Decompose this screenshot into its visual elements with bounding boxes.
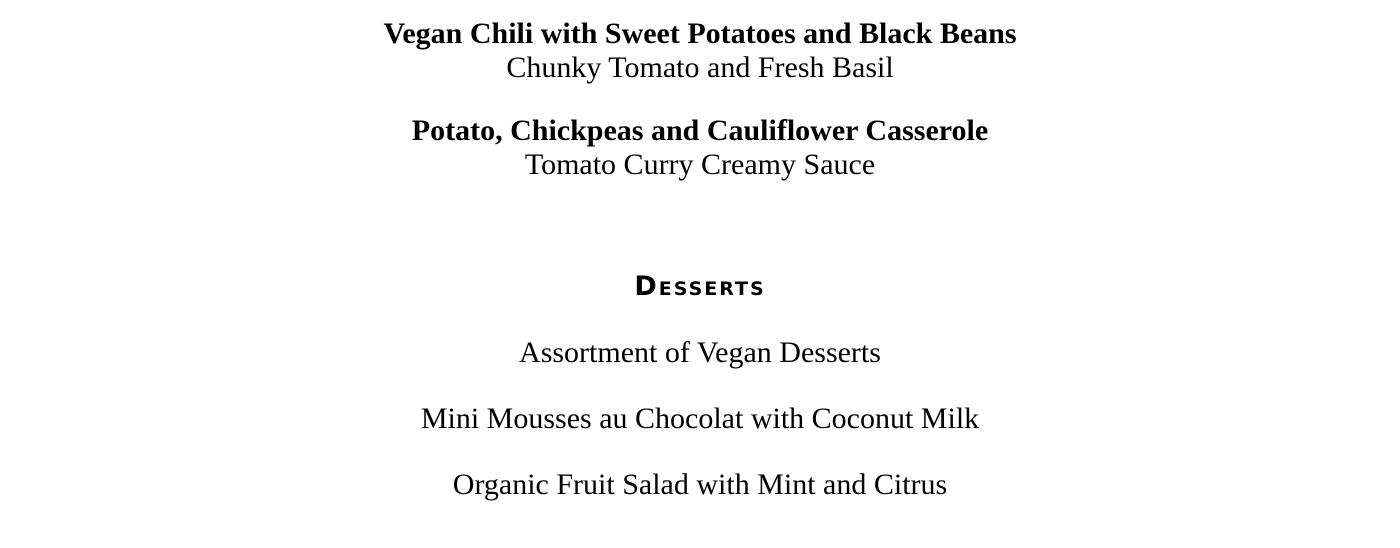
menu-item-vegan-chili bbox=[0, 0, 1400, 85]
dish-description: Tomato Curry Creamy Sauce bbox=[524, 148, 876, 181]
dish-description: Chunky Tomato and Fresh Basil bbox=[506, 51, 894, 84]
dish-name: Vegan Chili with Sweet Potatoes and Black Beans bbox=[383, 17, 1017, 50]
desserts-section bbox=[0, 272, 1400, 502]
dish-name: Potato, Chickpeas and Cauliflower Casserole bbox=[411, 114, 989, 147]
dessert-item: Organic Fruit Salad with Mint and Citrus bbox=[452, 468, 948, 501]
section-heading-desserts: Desserts bbox=[634, 271, 766, 302]
dessert-item: Mini Mousses au Chocolat with Coconut Milk bbox=[420, 402, 980, 435]
dessert-item: Assortment of Vegan Desserts bbox=[519, 336, 881, 369]
menu-item-casserole bbox=[0, 114, 1400, 182]
